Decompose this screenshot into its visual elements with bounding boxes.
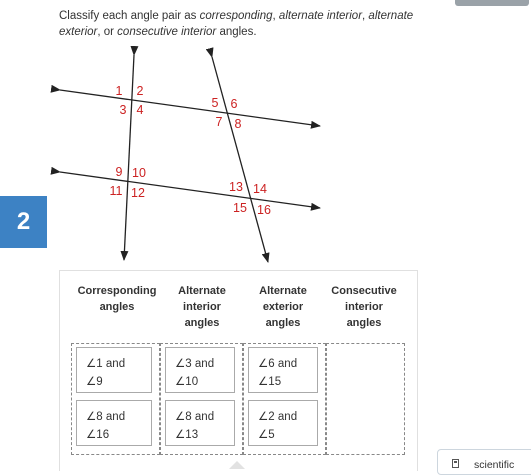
angle-pair-chip[interactable]: [248, 400, 318, 446]
prompt-term: consecutive interior: [117, 26, 217, 38]
prompt-term: alternate interior: [278, 10, 363, 22]
angle-label: 7: [215, 115, 223, 129]
prompt-text: ,: [272, 10, 279, 22]
prompt-text: , or: [97, 26, 118, 38]
category-label: Alternate: [178, 285, 226, 297]
calculator-label: scientific: [474, 459, 515, 471]
chip-label: ∠9: [86, 376, 103, 388]
category-label: Alternate: [259, 285, 307, 297]
chip-label: ∠1 and: [86, 358, 126, 370]
chip-label: ∠13: [175, 429, 199, 441]
angle-pair-chip[interactable]: [165, 347, 235, 393]
prompt-term: alternate exterior: [59, 10, 414, 38]
angle-label: 6: [230, 97, 238, 111]
angle-label: 2: [136, 84, 144, 98]
chip-label: ∠8 and: [175, 411, 215, 423]
angle-label: 15: [233, 201, 247, 215]
chip-label: ∠3 and: [175, 358, 215, 370]
category-label: Corresponding: [77, 285, 157, 297]
transversal-right: [212, 57, 268, 262]
chip-label: ∠10: [175, 376, 199, 388]
category-label: angles: [184, 317, 220, 329]
angle-label: 11: [109, 184, 123, 198]
category-label: interior: [183, 301, 221, 313]
prompt-text: ,: [362, 10, 369, 22]
angle-label: 9: [115, 165, 123, 179]
angle-label: 16: [257, 203, 271, 217]
angle-pair-chip[interactable]: [76, 400, 152, 446]
chip-label: ∠5: [258, 429, 275, 441]
angle-pair-chip[interactable]: [248, 347, 318, 393]
scientific-calculator-button[interactable]: [437, 449, 531, 475]
category-label: angles: [99, 301, 135, 313]
drop-zone-alternate-interior[interactable]: [160, 343, 243, 455]
prompt-text: angles.: [216, 26, 257, 38]
prompt-term: corresponding: [199, 10, 273, 22]
angle-label: 8: [234, 117, 242, 131]
category-alternate-interior: [159, 283, 245, 331]
category-alternate-exterior: [240, 283, 326, 331]
chip-label: ∠15: [258, 376, 282, 388]
question-number: 2: [0, 196, 47, 248]
prompt-text: Classify each angle pair as: [59, 10, 200, 22]
angle-label: 4: [136, 103, 144, 117]
category-label: Consecutive: [331, 285, 397, 297]
scroll-caret-icon: [229, 461, 245, 469]
category-label: angles: [265, 317, 301, 329]
chip-label: ∠2 and: [258, 411, 298, 423]
angle-label: 1: [115, 84, 123, 98]
angle-pair-chip[interactable]: [165, 400, 235, 446]
angle-label: 13: [229, 180, 243, 194]
category-consecutive-interior: [321, 283, 407, 331]
category-label: exterior: [262, 301, 304, 313]
classification-panel: [59, 270, 418, 471]
angle-label: 14: [253, 182, 267, 196]
category-label: angles: [346, 317, 382, 329]
chip-label: ∠16: [86, 429, 110, 441]
drop-zone-alternate-exterior[interactable]: [243, 343, 326, 455]
drop-zone-corresponding[interactable]: [71, 343, 160, 455]
chip-label: ∠6 and: [258, 358, 298, 370]
line-bottom: [60, 172, 320, 208]
angle-label: 10: [132, 166, 146, 180]
drop-zone-consecutive-interior[interactable]: [326, 343, 405, 455]
chip-label: ∠8 and: [86, 411, 126, 423]
angle-label: 5: [211, 96, 219, 110]
angle-label: 12: [131, 186, 145, 200]
category-corresponding: [74, 283, 160, 315]
transversal-left: [124, 55, 134, 260]
angle-label: 3: [119, 103, 127, 117]
line-top: [60, 90, 320, 126]
category-label: interior: [345, 301, 383, 313]
angle-pair-chip[interactable]: [76, 347, 152, 393]
